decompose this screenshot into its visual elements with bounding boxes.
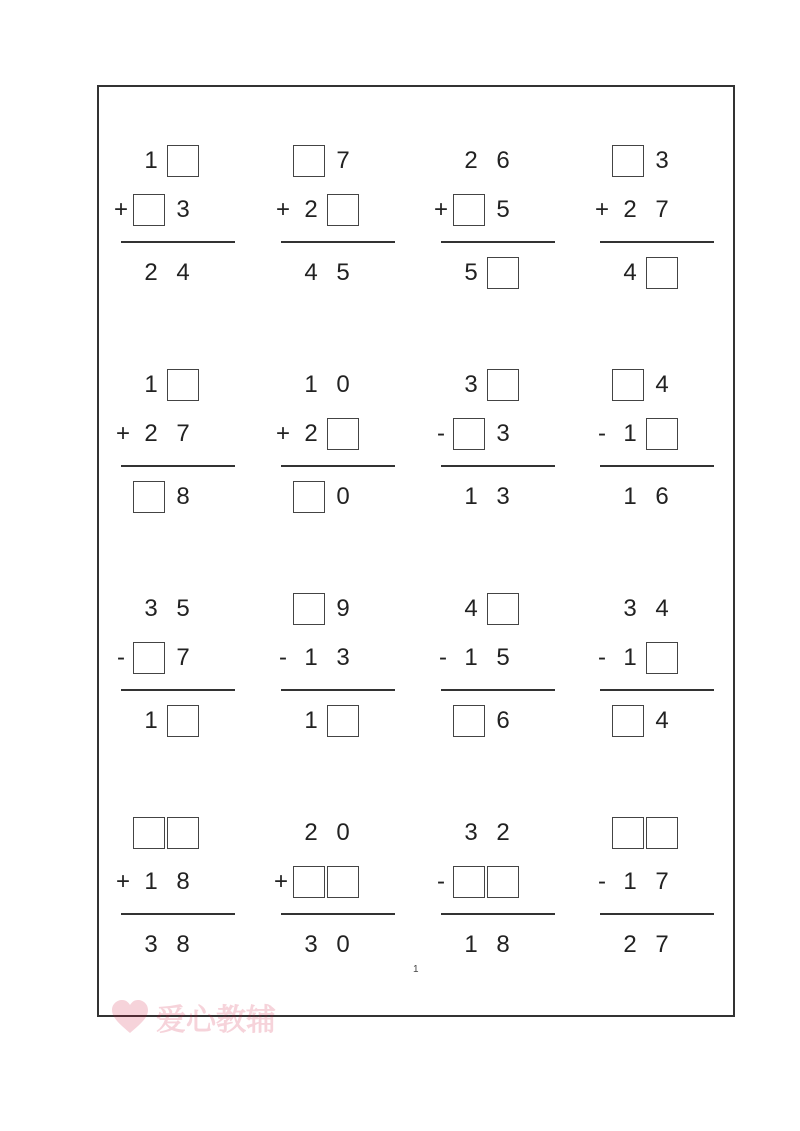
operand-row xyxy=(271,193,359,227)
answer-box[interactable] xyxy=(487,593,519,625)
operator-sign xyxy=(588,705,612,737)
answer-box[interactable] xyxy=(167,817,199,849)
digit: 3 xyxy=(464,371,478,398)
operator-sign: + xyxy=(275,196,290,223)
digit: 1 xyxy=(464,483,478,510)
operator-sign xyxy=(111,705,135,737)
digit: 1 xyxy=(623,420,637,447)
operator-sign xyxy=(111,257,135,289)
answer-box[interactable] xyxy=(133,194,165,226)
digit: 3 xyxy=(144,595,158,622)
digit: 3 xyxy=(176,196,190,223)
result-row xyxy=(271,704,359,738)
answer-box[interactable] xyxy=(453,194,485,226)
digit: 2 xyxy=(144,259,158,286)
operand-row xyxy=(590,641,678,675)
sum-line xyxy=(121,689,235,691)
digit: 9 xyxy=(336,595,350,622)
digit: 6 xyxy=(496,707,510,734)
digit: 1 xyxy=(304,371,318,398)
operator-sign xyxy=(431,817,455,849)
operator-sign xyxy=(431,145,455,177)
top-number xyxy=(111,368,199,402)
watermark-text: 爱心教辅 xyxy=(156,1004,276,1037)
digit: 2 xyxy=(144,420,158,447)
operator-sign xyxy=(269,145,293,177)
top-number xyxy=(111,144,199,178)
arithmetic-problem xyxy=(115,816,235,966)
answer-box[interactable] xyxy=(167,705,199,737)
digit: 3 xyxy=(655,147,669,174)
digit: 1 xyxy=(464,931,478,958)
answer-box[interactable] xyxy=(327,194,359,226)
result-row xyxy=(111,256,199,290)
answer-box[interactable] xyxy=(293,481,325,513)
sum-line xyxy=(281,913,395,915)
digit: 8 xyxy=(176,868,190,895)
page-number: 1 xyxy=(413,964,419,975)
digit: 7 xyxy=(655,868,669,895)
digit: 4 xyxy=(655,707,669,734)
operator-sign xyxy=(271,369,295,401)
digit: 6 xyxy=(655,483,669,510)
result-row xyxy=(271,928,359,962)
digit: 7 xyxy=(336,147,350,174)
operator-sign: - xyxy=(598,420,606,447)
operator-sign: + xyxy=(273,868,288,895)
operator-sign xyxy=(111,145,135,177)
operand-row xyxy=(109,193,199,227)
arithmetic-problem xyxy=(600,368,714,518)
answer-box[interactable] xyxy=(327,705,359,737)
result-row xyxy=(588,704,678,738)
top-number xyxy=(271,816,359,850)
operand-row xyxy=(590,865,678,899)
digit: 7 xyxy=(176,644,190,671)
digit: 3 xyxy=(496,420,510,447)
answer-box[interactable] xyxy=(612,817,644,849)
operator-sign xyxy=(271,817,295,849)
top-number xyxy=(588,144,678,178)
digit: 1 xyxy=(464,644,478,671)
operator-sign: - xyxy=(598,644,606,671)
digit: 4 xyxy=(176,259,190,286)
result-row xyxy=(111,928,199,962)
top-number xyxy=(431,368,519,402)
sum-line xyxy=(121,465,235,467)
digit: 8 xyxy=(176,931,190,958)
answer-box[interactable] xyxy=(453,866,485,898)
digit: 8 xyxy=(496,931,510,958)
operand-row xyxy=(590,417,678,451)
arithmetic-problem xyxy=(273,816,395,966)
digit: 5 xyxy=(496,196,510,223)
operator-sign: - xyxy=(439,644,447,671)
answer-box[interactable] xyxy=(453,705,485,737)
operator-sign xyxy=(111,593,135,625)
operand-row xyxy=(431,641,519,675)
operator-sign: + xyxy=(594,196,609,223)
operand-row xyxy=(269,865,359,899)
top-number xyxy=(271,368,359,402)
arithmetic-problem xyxy=(437,816,555,966)
answer-box[interactable] xyxy=(327,418,359,450)
operator-sign xyxy=(431,481,455,513)
operator-sign xyxy=(588,145,612,177)
operator-sign xyxy=(271,929,295,961)
result-row xyxy=(431,928,519,962)
digit: 0 xyxy=(336,483,350,510)
arithmetic-problem xyxy=(281,592,395,742)
answer-box[interactable] xyxy=(646,257,678,289)
answer-box[interactable] xyxy=(167,369,199,401)
operator-sign: - xyxy=(437,868,445,895)
sum-line xyxy=(600,689,714,691)
digit: 1 xyxy=(304,644,318,671)
digit: 5 xyxy=(496,644,510,671)
digit: 1 xyxy=(144,868,158,895)
arithmetic-problem xyxy=(275,368,395,518)
digit: 1 xyxy=(304,707,318,734)
operand-row xyxy=(109,641,199,675)
sum-line xyxy=(441,689,555,691)
result-row xyxy=(271,256,359,290)
operand-row xyxy=(271,417,359,451)
result-row xyxy=(269,480,359,514)
digit: 2 xyxy=(304,420,318,447)
digit: 1 xyxy=(623,483,637,510)
operator-sign xyxy=(590,593,614,625)
answer-box[interactable] xyxy=(293,593,325,625)
digit: 3 xyxy=(496,483,510,510)
operator-sign xyxy=(588,817,612,849)
answer-box[interactable] xyxy=(167,145,199,177)
operator-sign xyxy=(590,481,614,513)
sum-line xyxy=(281,689,395,691)
top-number xyxy=(431,592,519,626)
digit: 3 xyxy=(464,819,478,846)
digit: 4 xyxy=(464,595,478,622)
answer-box[interactable] xyxy=(453,418,485,450)
operator-sign xyxy=(269,593,293,625)
arithmetic-problem xyxy=(275,144,395,294)
digit: 5 xyxy=(464,259,478,286)
operator-sign xyxy=(111,369,135,401)
operand-row xyxy=(429,417,519,451)
top-number xyxy=(588,816,678,850)
sum-line xyxy=(600,241,714,243)
operator-sign xyxy=(431,593,455,625)
result-row xyxy=(109,480,199,514)
operator-sign xyxy=(431,929,455,961)
sum-line xyxy=(441,465,555,467)
sum-line xyxy=(600,913,714,915)
arithmetic-problem xyxy=(600,592,714,742)
sum-line xyxy=(281,465,395,467)
operator-sign xyxy=(590,929,614,961)
answer-box[interactable] xyxy=(646,642,678,674)
heart-icon xyxy=(110,999,150,1035)
arithmetic-problem xyxy=(115,368,235,518)
operator-sign xyxy=(588,369,612,401)
answer-box[interactable] xyxy=(612,369,644,401)
operator-sign: - xyxy=(279,644,287,671)
digit: 3 xyxy=(304,931,318,958)
digit: 6 xyxy=(496,147,510,174)
digit: 7 xyxy=(655,196,669,223)
operator-sign: + xyxy=(433,196,448,223)
answer-box[interactable] xyxy=(612,705,644,737)
top-number xyxy=(431,816,519,850)
operator-sign: - xyxy=(437,420,445,447)
operator-sign xyxy=(431,257,455,289)
digit: 3 xyxy=(336,644,350,671)
operand-row xyxy=(271,641,359,675)
digit: 7 xyxy=(655,931,669,958)
result-row xyxy=(431,480,519,514)
top-number xyxy=(590,592,678,626)
digit: 1 xyxy=(144,707,158,734)
operator-sign xyxy=(271,257,295,289)
answer-box[interactable] xyxy=(133,642,165,674)
top-number xyxy=(269,592,359,626)
arithmetic-problem xyxy=(437,368,555,518)
sum-line xyxy=(441,241,555,243)
digit: 2 xyxy=(623,196,637,223)
answer-box[interactable] xyxy=(133,481,165,513)
watermark xyxy=(110,995,276,1039)
sum-line xyxy=(281,241,395,243)
digit: 1 xyxy=(144,371,158,398)
operand-row xyxy=(429,193,519,227)
digit: 3 xyxy=(144,931,158,958)
digit: 4 xyxy=(623,259,637,286)
digit: 3 xyxy=(623,595,637,622)
answer-box[interactable] xyxy=(612,145,644,177)
operand-row xyxy=(111,865,199,899)
digit: 7 xyxy=(176,420,190,447)
digit: 1 xyxy=(623,644,637,671)
answer-box[interactable] xyxy=(487,257,519,289)
operator-sign xyxy=(111,929,135,961)
operator-sign: - xyxy=(117,644,125,671)
digit: 2 xyxy=(623,931,637,958)
arithmetic-problem xyxy=(600,816,714,966)
arithmetic-problem xyxy=(433,144,555,294)
answer-box[interactable] xyxy=(487,866,519,898)
digit: 1 xyxy=(623,868,637,895)
arithmetic-problem xyxy=(117,592,235,742)
operator-sign: + xyxy=(115,868,130,895)
operand-row xyxy=(429,865,519,899)
sum-line xyxy=(600,465,714,467)
answer-box[interactable] xyxy=(646,418,678,450)
operator-sign: + xyxy=(113,196,128,223)
arithmetic-problem xyxy=(441,592,555,742)
digit: 4 xyxy=(655,595,669,622)
operand-row xyxy=(111,417,199,451)
operand-row xyxy=(590,193,678,227)
operator-sign xyxy=(269,481,293,513)
operator-sign xyxy=(109,481,133,513)
result-row xyxy=(111,704,199,738)
digit: 2 xyxy=(496,819,510,846)
digit: 4 xyxy=(304,259,318,286)
sum-line xyxy=(121,913,235,915)
digit: 4 xyxy=(655,371,669,398)
result-row xyxy=(590,480,678,514)
operator-sign xyxy=(590,257,614,289)
digit: 5 xyxy=(336,259,350,286)
top-number xyxy=(269,144,359,178)
answer-box[interactable] xyxy=(646,817,678,849)
operator-sign xyxy=(431,369,455,401)
top-number xyxy=(431,144,519,178)
operator-sign xyxy=(271,705,295,737)
sum-line xyxy=(121,241,235,243)
operator-sign xyxy=(429,705,453,737)
answer-box[interactable] xyxy=(293,866,325,898)
operator-sign: + xyxy=(275,420,290,447)
operator-sign: - xyxy=(598,868,606,895)
result-row xyxy=(590,256,678,290)
top-number xyxy=(109,816,199,850)
digit: 2 xyxy=(464,147,478,174)
top-number xyxy=(111,592,199,626)
digit: 0 xyxy=(336,819,350,846)
result-row xyxy=(431,256,519,290)
answer-box[interactable] xyxy=(327,866,359,898)
sum-line xyxy=(441,913,555,915)
result-row xyxy=(590,928,678,962)
result-row xyxy=(429,704,519,738)
answer-box[interactable] xyxy=(487,369,519,401)
operator-sign: + xyxy=(115,420,130,447)
answer-box[interactable] xyxy=(293,145,325,177)
digit: 0 xyxy=(336,371,350,398)
answer-box[interactable] xyxy=(133,817,165,849)
top-number xyxy=(588,368,678,402)
arithmetic-problem xyxy=(594,144,714,294)
operator-sign xyxy=(109,817,133,849)
digit: 1 xyxy=(144,147,158,174)
digit: 8 xyxy=(176,483,190,510)
digit: 0 xyxy=(336,931,350,958)
digit: 2 xyxy=(304,196,318,223)
digit: 5 xyxy=(176,595,190,622)
digit: 2 xyxy=(304,819,318,846)
arithmetic-problem xyxy=(113,144,235,294)
